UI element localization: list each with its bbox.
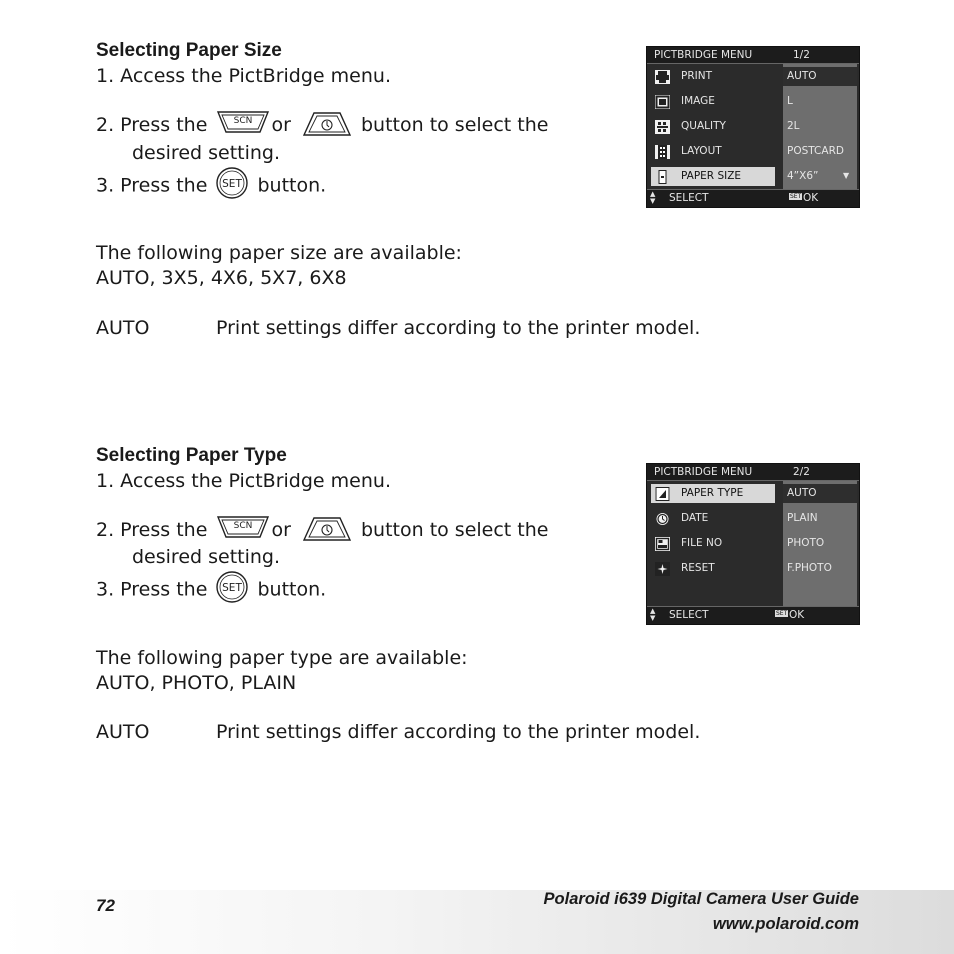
menu-row-paper-size[interactable]: [647, 166, 859, 188]
footer-ok-label: OK: [803, 192, 819, 204]
menu-row-print[interactable]: [647, 66, 859, 88]
step-2-continued: desired setting.: [132, 546, 281, 568]
menu-row-reset[interactable]: [647, 558, 859, 580]
menu-value: F.PHOTO: [787, 562, 832, 574]
menu-value: 4”X6”: [787, 170, 819, 182]
menu-header-title: PICTBRIDGE MENU: [654, 49, 753, 61]
menu-label: IMAGE: [681, 95, 715, 107]
auto-term: AUTO: [96, 317, 150, 339]
set-button-icon: [215, 570, 249, 604]
up-down-arrows-icon: ▲ ▼: [650, 607, 656, 622]
menu-row-image[interactable]: [647, 91, 859, 113]
image-icon: [655, 95, 670, 109]
guide-title: Polaroid i639 Digital Camera User Guide: [543, 890, 859, 908]
file-number-icon: [655, 537, 670, 551]
available-sizes-list: AUTO, 3X5, 4X6, 5X7, 6X8: [96, 267, 347, 289]
footer-ok-label: OK: [789, 609, 805, 621]
step-2-text-b: button to select the: [360, 114, 549, 136]
step-2-text-a: 2. Press the: [96, 114, 208, 136]
menu-footer: [647, 606, 859, 624]
menu-footer: [647, 189, 859, 207]
step-3-text-a: 3. Press the: [96, 174, 208, 197]
website-link[interactable]: www.polaroid.com: [712, 915, 859, 933]
layout-icon: [655, 145, 670, 159]
menu-label: LAYOUT: [681, 145, 722, 157]
step-1: 1. Access the PictBridge menu.: [96, 470, 391, 492]
section-title-paper-size: Selecting Paper Size: [96, 40, 282, 61]
step-2-or: or: [271, 519, 291, 541]
printer-icon: [655, 70, 670, 84]
menu-value: AUTO: [787, 487, 817, 499]
step-2-or: or: [271, 114, 291, 136]
footer-select-label: SELECT: [669, 609, 709, 621]
menu-value: PLAIN: [787, 512, 818, 524]
footer-select-label: SELECT: [669, 192, 709, 204]
set-key-icon: SET: [790, 193, 802, 200]
set-button-label: SET: [222, 582, 243, 594]
timer-button-icon: [301, 111, 353, 137]
menu-label: QUALITY: [681, 120, 726, 132]
reset-icon: [655, 562, 670, 576]
step-3: [96, 172, 326, 200]
step-3-text-b: button.: [257, 174, 327, 197]
scn-button-icon: [215, 110, 271, 134]
pictbridge-menu-page-1: [646, 46, 860, 208]
menu-value: L: [787, 95, 793, 107]
menu-label: PAPER SIZE: [681, 170, 742, 182]
timer-button-icon: [301, 516, 353, 542]
scn-button-label: SCN: [234, 520, 253, 531]
menu-row-file-no[interactable]: [647, 533, 859, 555]
set-button-icon: [215, 166, 249, 200]
menu-page-indicator: 2/2: [793, 466, 810, 478]
menu-row-paper-type[interactable]: [647, 483, 859, 505]
step-2-continued: desired setting.: [132, 142, 281, 164]
step-1: 1. Access the PictBridge menu.: [96, 65, 391, 87]
menu-label: PRINT: [681, 70, 712, 82]
menu-header: [647, 47, 859, 64]
auto-description: Print settings differ according to the printer model.: [216, 721, 701, 743]
menu-row-layout[interactable]: [647, 141, 859, 163]
menu-row-quality[interactable]: [647, 116, 859, 138]
menu-label: FILE NO: [681, 537, 723, 549]
menu-header-title: PICTBRIDGE MENU: [654, 466, 753, 478]
menu-header: [647, 464, 859, 481]
step-2: [96, 114, 548, 137]
available-types-list: AUTO, PHOTO, PLAIN: [96, 672, 297, 694]
menu-value: PHOTO: [787, 537, 825, 549]
paper-type-icon: [655, 487, 670, 501]
available-types-title: The following paper type are available:: [96, 647, 468, 669]
menu-row-date[interactable]: [647, 508, 859, 530]
dropdown-arrow-icon: ▼: [843, 171, 850, 180]
menu-value: 2L: [787, 120, 800, 132]
step-3-text-b: button.: [257, 578, 327, 601]
pictbridge-menu-page-2: [646, 463, 860, 625]
step-3: [96, 576, 326, 604]
paper-size-icon: [655, 170, 670, 184]
set-button-label: SET: [222, 178, 243, 190]
step-2-text-a: 2. Press the: [96, 519, 208, 541]
quality-icon: [655, 120, 670, 134]
up-down-arrows-icon: ▲ ▼: [650, 190, 656, 205]
menu-value: AUTO: [787, 70, 817, 82]
auto-term: AUTO: [96, 721, 150, 743]
menu-label: PAPER TYPE: [681, 487, 744, 499]
step-2-text-b: button to select the: [360, 519, 549, 541]
page-number: 72: [96, 896, 115, 915]
step-2: [96, 519, 548, 542]
menu-label: RESET: [681, 562, 715, 574]
scn-button-icon: [215, 515, 271, 539]
step-3-text-a: 3. Press the: [96, 578, 208, 601]
menu-label: DATE: [681, 512, 709, 524]
auto-description: Print settings differ according to the printer model.: [216, 317, 701, 339]
section-title-paper-type: Selecting Paper Type: [96, 445, 287, 466]
available-sizes-title: The following paper size are available:: [96, 242, 462, 264]
scn-button-label: SCN: [234, 115, 253, 126]
clock-icon: [655, 512, 670, 526]
menu-value: POSTCARD: [787, 145, 844, 157]
menu-page-indicator: 1/2: [793, 49, 810, 61]
set-key-icon: SET: [776, 610, 788, 617]
